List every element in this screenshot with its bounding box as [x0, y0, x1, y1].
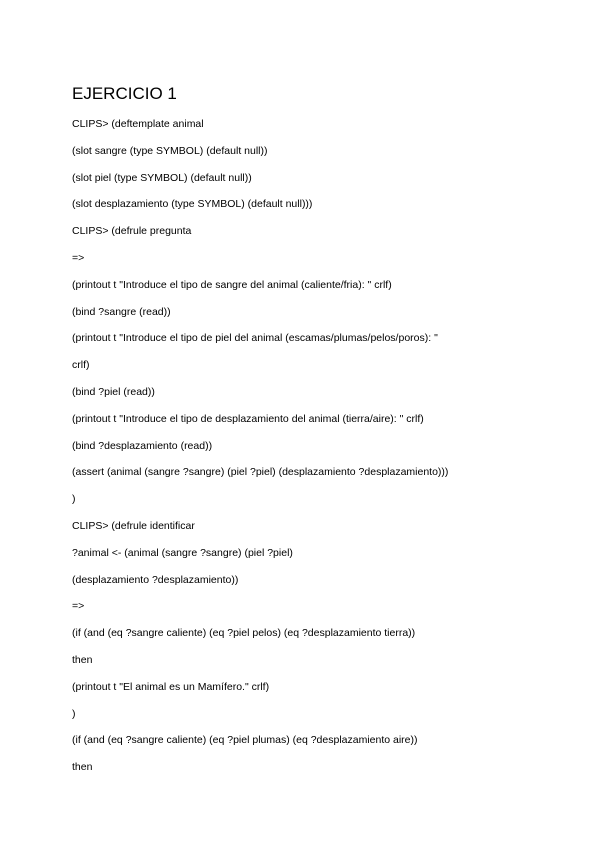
code-line: =>: [72, 600, 85, 613]
code-line: (desplazamiento ?desplazamiento)): [72, 573, 239, 586]
code-line: (printout t "Introduce el tipo de sangre del animal (caliente/fria): " crlf): [72, 278, 392, 291]
code-line: (bind ?sangre (read)): [72, 305, 171, 318]
code-line: CLIPS> (defrule pregunta: [72, 225, 192, 238]
code-line: then: [72, 653, 93, 666]
code-line: then: [72, 761, 93, 774]
code-listing: [72, 116, 448, 786]
code-line: ?animal <- (animal (sangre ?sangre) (piel ?piel): [72, 546, 293, 559]
code-line: (printout t "Introduce el tipo de desplazamiento del animal (tierra/aire): " crlf): [72, 412, 424, 425]
code-line: (assert (animal (sangre ?sangre) (piel ?piel) (desplazamiento ?desplazamiento))): [72, 466, 449, 479]
code-line: crlf): [72, 359, 90, 372]
code-line: (printout t "Introduce el tipo de piel del animal (escamas/plumas/pelos/poros): ": [72, 332, 438, 345]
code-line: (bind ?piel (read)): [72, 385, 155, 398]
code-line: CLIPS> (deftemplate animal: [72, 118, 204, 130]
code-line: CLIPS> (defrule identificar: [72, 519, 195, 532]
code-line: =>: [72, 251, 85, 264]
code-line: (slot desplazamiento (type SYMBOL) (default null))): [72, 198, 313, 211]
page-title: EJERCICIO 1: [72, 84, 177, 103]
code-line: (printout t "El animal es un Mamífero." crlf): [72, 680, 270, 693]
code-line: (slot sangre (type SYMBOL) (default null)): [72, 144, 268, 157]
code-line: (slot piel (type SYMBOL) (default null)): [72, 171, 252, 184]
code-line: (bind ?desplazamiento (read)): [72, 439, 213, 452]
code-line: (if (and (eq ?sangre caliente) (eq ?piel plumas) (eq ?desplazamiento aire)): [72, 734, 418, 747]
code-line: ): [72, 493, 76, 506]
code-line: ): [72, 707, 76, 720]
code-line: (if (and (eq ?sangre caliente) (eq ?piel pelos) (eq ?desplazamiento tierra)): [72, 627, 416, 640]
